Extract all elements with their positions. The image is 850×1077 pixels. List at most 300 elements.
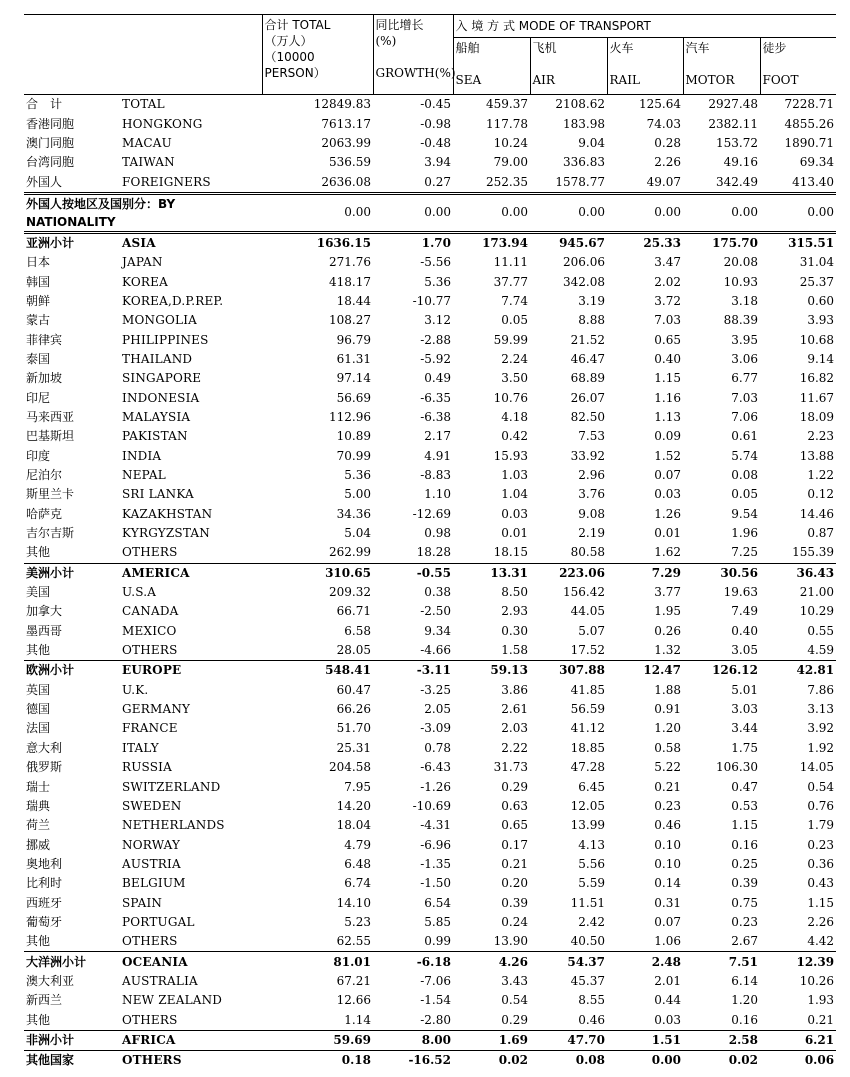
cell-growth: 3.94 — [424, 155, 451, 170]
cell-foot: 0.21 — [807, 1012, 835, 1027]
statistics-table-container — [24, 14, 836, 1071]
table-row — [24, 855, 836, 874]
cell-rail: 49.07 — [646, 174, 681, 189]
header-mode-rail-cn: 火车 — [609, 41, 634, 55]
cell-motor: 0.05 — [731, 487, 758, 502]
cell-rail: 7.29 — [607, 563, 683, 583]
row-label-cn: 新西兰 — [26, 993, 63, 1008]
cell-rail: 1.13 — [654, 409, 681, 424]
cell-motor: 7.06 — [731, 409, 758, 424]
cell-motor: 6.14 — [731, 973, 758, 988]
cell-foot: 315.51 — [760, 232, 836, 253]
row-label-cn: 美国 — [26, 585, 51, 600]
cell-growth: 0.49 — [424, 371, 451, 386]
row-label-cn: 印尼 — [26, 390, 51, 405]
cell-sea: 0.05 — [501, 313, 528, 328]
cell-sea: 15.93 — [493, 448, 528, 463]
cell-motor: 0.16 — [731, 1012, 758, 1027]
cell-foot: 42.81 — [760, 661, 836, 681]
table-row — [24, 972, 836, 991]
cell-total: 10.89 — [336, 429, 371, 444]
cell-rail: 1.26 — [654, 506, 681, 521]
cell-foot: 0.36 — [807, 856, 835, 871]
cell-foot: 6.21 — [760, 1030, 836, 1050]
cell-foot: 0.60 — [807, 293, 835, 308]
cell-total: 14.10 — [336, 895, 371, 910]
row-label-cn: 瑞典 — [26, 798, 51, 813]
row-label-en: NEW ZEALAND — [122, 993, 223, 1008]
row-label-cn: 朝鲜 — [26, 293, 51, 308]
cell-growth: -6.35 — [420, 390, 451, 405]
cell-total: 28.05 — [336, 643, 371, 658]
nationality-label: 外国人按地区及国别分：BY NATIONALITY — [24, 193, 262, 232]
row-label-cn: 非洲小计 — [24, 1030, 120, 1050]
cell-motor: 6.77 — [731, 371, 758, 386]
row-label-cn: 大洋洲小计 — [24, 952, 120, 972]
cell-air: 41.12 — [570, 721, 605, 736]
table-row — [24, 700, 836, 719]
cell-air: 33.92 — [570, 448, 605, 463]
cell-sea: 13.31 — [453, 563, 530, 583]
cell-sea: 2.93 — [501, 604, 528, 619]
table-row — [24, 253, 836, 272]
cell-air: 0.08 — [530, 1051, 607, 1071]
cell-air: 2.96 — [578, 468, 605, 483]
cell-sea: 0.17 — [501, 837, 528, 852]
cell-foot: 1.79 — [807, 818, 835, 833]
cell-air: 5.59 — [578, 876, 605, 891]
cell-air: 44.05 — [570, 604, 605, 619]
cell-foot: 2.23 — [807, 429, 835, 444]
row-label-cn: 其他 — [26, 1012, 51, 1027]
cell-sea: 7.74 — [501, 293, 528, 308]
cell-sea: 0.30 — [501, 623, 528, 638]
cell-total: 18.04 — [336, 818, 371, 833]
table-row — [24, 311, 836, 330]
cell-air: 156.42 — [563, 585, 605, 600]
cell-motor: 3.05 — [731, 643, 758, 658]
cell-total: 67.21 — [336, 973, 371, 988]
header-mode-foot — [760, 38, 836, 95]
cell-total: 5.23 — [344, 914, 371, 929]
cell-rail: 1.52 — [654, 448, 681, 463]
cell-sea: 3.86 — [501, 682, 528, 697]
header-mode-sea-cn: 船舶 — [455, 41, 480, 55]
cell-motor: 0.61 — [731, 429, 758, 444]
cell-total: 70.99 — [336, 448, 371, 463]
table-row — [24, 719, 836, 738]
row-label-en: CANADA — [122, 604, 179, 619]
row-label-en: SINGAPORE — [122, 371, 202, 386]
cell-sea: 0.24 — [501, 914, 528, 929]
header-row-top — [24, 15, 836, 38]
cell-total: 66.26 — [336, 702, 371, 717]
cell-sea: 4.26 — [453, 952, 530, 972]
cell-air: 17.52 — [570, 643, 605, 658]
row-label-cn: 墨西哥 — [26, 623, 63, 638]
cell-growth: -6.43 — [420, 760, 451, 775]
row-label-en: RUSSIA — [122, 760, 172, 775]
cell-foot: 0.12 — [807, 487, 835, 502]
cell-motor: 0.40 — [731, 623, 758, 638]
cell-rail: 2.01 — [654, 973, 681, 988]
table-row — [24, 622, 836, 641]
cell-growth: -16.52 — [373, 1051, 453, 1071]
cell-air: 7.53 — [578, 429, 605, 444]
header-mode-rail-en: RAIL — [609, 73, 640, 87]
cell-growth: -0.55 — [373, 563, 453, 583]
cell-rail: 3.47 — [654, 255, 681, 270]
cell-total: 418.17 — [329, 274, 371, 289]
subtotal-row — [24, 1051, 836, 1071]
cell-sea: 1.04 — [501, 487, 528, 502]
cell-sea: 79.00 — [493, 155, 528, 170]
table-row — [24, 816, 836, 835]
cell-rail: 0.03 — [654, 1012, 681, 1027]
table-row — [24, 172, 836, 193]
cell-sea: 10.24 — [493, 135, 528, 150]
cell-foot: 31.04 — [799, 255, 835, 270]
row-label-en: U.S.A — [122, 585, 157, 600]
cell-foot: 4.59 — [807, 643, 835, 658]
table-row — [24, 1010, 836, 1030]
cell-air: 183.98 — [563, 116, 605, 131]
row-label-cn: 欧洲小计 — [24, 661, 120, 681]
row-label-cn: 其他国家 — [24, 1051, 120, 1071]
cell-total: 271.76 — [329, 255, 371, 270]
cell-air: 0.00 — [530, 193, 607, 232]
cell-growth: 5.85 — [424, 914, 451, 929]
cell-motor: 0.75 — [731, 895, 758, 910]
cell-growth: -2.88 — [420, 332, 451, 347]
row-label-cn: 尼泊尔 — [26, 468, 63, 483]
cell-motor: 2927.48 — [708, 97, 758, 112]
cell-motor: 3.03 — [731, 702, 758, 717]
header-total-line-3: （10000 — [264, 50, 315, 64]
cell-sea: 1.69 — [453, 1030, 530, 1050]
cell-growth: -1.50 — [420, 876, 451, 891]
cell-total: 62.55 — [336, 934, 371, 949]
row-label-en: NORWAY — [122, 837, 181, 852]
row-label-en: KYRGYZSTAN — [122, 526, 210, 541]
cell-rail: 0.01 — [654, 526, 681, 541]
cell-foot: 10.26 — [799, 973, 835, 988]
cell-rail: 0.40 — [654, 351, 681, 366]
row-label-en: TAIWAN — [122, 155, 175, 170]
cell-air: 45.37 — [570, 973, 605, 988]
header-total-line-4: PERSON） — [264, 66, 326, 80]
cell-foot: 4.42 — [807, 934, 835, 949]
cell-rail: 0.14 — [654, 876, 681, 891]
table-row — [24, 350, 836, 369]
cell-rail: 1.32 — [654, 643, 681, 658]
cell-sea: 2.61 — [501, 702, 528, 717]
cell-total: 1636.15 — [262, 232, 373, 253]
cell-foot: 4855.26 — [784, 116, 835, 131]
cell-air: 47.70 — [530, 1030, 607, 1050]
cell-foot: 413.40 — [792, 174, 835, 189]
cell-motor: 7.49 — [731, 604, 758, 619]
cell-motor: 7.25 — [731, 545, 758, 560]
cell-air: 54.37 — [530, 952, 607, 972]
cell-growth: 18.28 — [416, 545, 451, 560]
cell-total: 6.58 — [344, 623, 371, 638]
cell-sea: 2.03 — [501, 721, 528, 736]
subtotal-row — [24, 232, 836, 253]
cell-air: 80.58 — [570, 545, 605, 560]
cell-foot: 0.54 — [807, 779, 835, 794]
cell-foot: 1.15 — [807, 895, 835, 910]
cell-rail: 3.72 — [654, 293, 681, 308]
table-row — [24, 583, 836, 602]
table-row — [24, 427, 836, 446]
cell-total: 25.31 — [336, 740, 371, 755]
cell-sea: 0.54 — [501, 993, 528, 1008]
cell-sea: 0.29 — [501, 779, 528, 794]
cell-air: 307.88 — [530, 661, 607, 681]
cell-foot: 0.06 — [760, 1051, 836, 1071]
header-growth-cn: 同比增长 — [375, 18, 424, 32]
cell-total: 7.95 — [344, 779, 371, 794]
cell-foot: 1.92 — [807, 740, 835, 755]
row-label-en: ASIA — [120, 232, 262, 253]
row-label-en: FRANCE — [122, 721, 178, 736]
cell-foot: 36.43 — [760, 563, 836, 583]
cell-growth: 0.00 — [373, 193, 453, 232]
row-label-en: GERMANY — [122, 702, 191, 717]
row-label-cn: 德国 — [26, 702, 51, 717]
cell-rail: 0.03 — [654, 487, 681, 502]
cell-total: 81.01 — [262, 952, 373, 972]
cell-foot: 1890.71 — [784, 135, 835, 150]
cell-growth: 3.12 — [424, 313, 451, 328]
table-row — [24, 641, 836, 661]
cell-rail: 1.95 — [654, 604, 681, 619]
cell-sea: 3.50 — [501, 371, 528, 386]
cell-motor: 1.75 — [731, 740, 758, 755]
row-label-en: PAKISTAN — [122, 429, 188, 444]
cell-growth: -3.11 — [373, 661, 453, 681]
cell-rail: 0.65 — [654, 332, 681, 347]
cell-air: 46.47 — [570, 351, 605, 366]
cell-growth: -6.96 — [420, 837, 451, 852]
cell-foot: 1.93 — [807, 993, 835, 1008]
cell-air: 21.52 — [570, 332, 605, 347]
row-label-cn: 韩国 — [26, 274, 51, 289]
cell-growth: -7.06 — [420, 973, 451, 988]
table-row — [24, 835, 836, 854]
cell-total: 2636.08 — [321, 174, 371, 189]
cell-growth: -2.50 — [420, 604, 451, 619]
cell-foot: 3.92 — [807, 721, 835, 736]
row-label-cn: 法国 — [26, 721, 51, 736]
cell-growth: -5.56 — [420, 255, 451, 270]
cell-rail: 25.33 — [607, 232, 683, 253]
cell-growth: -12.69 — [412, 506, 451, 521]
row-label-cn: 俄罗斯 — [26, 760, 63, 775]
cell-motor: 0.53 — [731, 798, 758, 813]
subtotal-row — [24, 1030, 836, 1050]
cell-growth: 4.91 — [424, 448, 451, 463]
cell-growth: -4.31 — [420, 818, 451, 833]
cell-air: 5.56 — [578, 856, 605, 871]
cell-total: 59.69 — [262, 1030, 373, 1050]
cell-total: 60.47 — [336, 682, 371, 697]
row-label-en: OTHERS — [122, 643, 178, 658]
row-label-cn: 日本 — [26, 255, 51, 270]
row-label-cn: 英国 — [26, 682, 51, 697]
cell-sea: 2.22 — [501, 740, 528, 755]
cell-total: 262.99 — [329, 545, 371, 560]
cell-sea: 0.65 — [501, 818, 528, 833]
cell-motor: 1.96 — [731, 526, 758, 541]
row-label-cn: 外国人 — [26, 174, 63, 189]
cell-growth: -1.35 — [420, 856, 451, 871]
row-label-en: KOREA — [122, 274, 168, 289]
cell-foot: 2.26 — [807, 914, 835, 929]
cell-rail: 0.23 — [654, 798, 681, 813]
row-label-en: KAZAKHSTAN — [122, 506, 213, 521]
row-label-en: THAILAND — [122, 351, 193, 366]
row-label-en: JAPAN — [122, 255, 163, 270]
table-row — [24, 388, 836, 407]
cell-rail: 12.47 — [607, 661, 683, 681]
cell-total: 12849.83 — [313, 97, 371, 112]
cell-growth: -10.69 — [412, 798, 451, 813]
cell-motor: 5.01 — [731, 682, 758, 697]
table-row — [24, 330, 836, 349]
cell-air: 5.07 — [578, 623, 605, 638]
cell-total: 7613.17 — [321, 116, 371, 131]
cell-growth: -0.48 — [420, 135, 451, 150]
cell-foot: 0.87 — [807, 526, 835, 541]
cell-sea: 13.90 — [493, 934, 528, 949]
cell-rail: 0.10 — [654, 856, 681, 871]
cell-air: 68.89 — [570, 371, 605, 386]
cell-air: 336.83 — [563, 155, 605, 170]
cell-sea: 59.13 — [453, 661, 530, 681]
cell-motor: 3.95 — [731, 332, 758, 347]
cell-growth: -1.54 — [420, 993, 451, 1008]
cell-air: 11.51 — [570, 895, 605, 910]
cell-total: 6.74 — [344, 876, 371, 891]
cell-growth: 8.00 — [373, 1030, 453, 1050]
row-label-en: AFRICA — [120, 1030, 262, 1050]
cell-total: 536.59 — [329, 155, 371, 170]
cell-sea: 4.18 — [501, 409, 528, 424]
table-row — [24, 913, 836, 932]
cell-sea: 117.78 — [486, 116, 528, 131]
cell-air: 9.08 — [578, 506, 605, 521]
row-label-en: FOREIGNERS — [122, 174, 211, 189]
cell-rail: 1.51 — [607, 1030, 683, 1050]
cell-foot: 3.13 — [807, 702, 835, 717]
cell-air: 2.19 — [578, 526, 605, 541]
cell-air: 18.85 — [570, 740, 605, 755]
cell-motor: 20.08 — [723, 255, 758, 270]
cell-foot: 0.23 — [807, 837, 835, 852]
table-row — [24, 932, 836, 952]
cell-motor: 49.16 — [723, 155, 758, 170]
table-row — [24, 739, 836, 758]
cell-growth: 0.27 — [424, 174, 451, 189]
row-label-en: SWITZERLAND — [122, 779, 221, 794]
table-row — [24, 153, 836, 172]
cell-air: 945.67 — [530, 232, 607, 253]
table-row — [24, 369, 836, 388]
cell-total: 4.79 — [344, 837, 371, 852]
row-label-en: MEXICO — [122, 623, 177, 638]
cell-rail: 2.02 — [654, 274, 681, 289]
cell-sea: 3.43 — [501, 973, 528, 988]
cell-rail: 125.64 — [639, 97, 681, 112]
cell-air: 47.28 — [570, 760, 605, 775]
cell-total: 12.66 — [336, 993, 371, 1008]
cell-total: 548.41 — [262, 661, 373, 681]
cell-rail: 74.03 — [646, 116, 681, 131]
cell-motor: 10.93 — [723, 274, 758, 289]
row-label-cn: 西班牙 — [26, 895, 63, 910]
cell-total: 97.14 — [336, 371, 371, 386]
cell-total: 5.36 — [344, 468, 371, 483]
cell-foot: 18.09 — [799, 409, 835, 424]
row-label-en: MACAU — [122, 135, 172, 150]
cell-sea: 252.35 — [486, 174, 528, 189]
cell-growth: 0.78 — [424, 740, 451, 755]
cell-sea: 0.39 — [501, 895, 528, 910]
cell-motor: 2382.11 — [708, 116, 758, 131]
cell-total: 34.36 — [336, 506, 371, 521]
row-label-cn: 瑞士 — [26, 779, 51, 794]
cell-sea: 37.77 — [493, 274, 528, 289]
cell-foot: 69.34 — [799, 155, 835, 170]
cell-foot: 155.39 — [792, 545, 835, 560]
table-row — [24, 991, 836, 1010]
cell-sea: 59.99 — [493, 332, 528, 347]
cell-motor: 1.20 — [731, 993, 758, 1008]
row-label-en: NEPAL — [122, 468, 166, 483]
cell-total: 209.32 — [329, 585, 371, 600]
cell-motor: 19.63 — [723, 585, 758, 600]
cell-rail: 0.26 — [654, 623, 681, 638]
header-mode-of-transport: 入 境 方 式 MODE OF TRANSPORT — [453, 15, 836, 38]
row-label-cn: 其他 — [26, 643, 51, 658]
row-label-en: OCEANIA — [120, 952, 262, 972]
header-mode-air — [530, 38, 607, 95]
table-row — [24, 408, 836, 427]
table-row — [24, 524, 836, 543]
cell-growth: -10.77 — [412, 293, 451, 308]
row-label-en: KOREA,D.P.REP. — [122, 293, 224, 308]
cell-air: 41.85 — [570, 682, 605, 697]
cell-sea: 1.58 — [501, 643, 528, 658]
row-label-cn: 其他 — [26, 934, 51, 949]
cell-motor: 175.70 — [683, 232, 760, 253]
cell-motor: 0.25 — [731, 856, 758, 871]
cell-air: 8.55 — [578, 993, 605, 1008]
row-label-cn: 挪威 — [26, 837, 51, 852]
cell-total: 96.79 — [336, 332, 371, 347]
cell-total: 2063.99 — [321, 135, 371, 150]
row-label-en: AMERICA — [120, 563, 262, 583]
cell-total: 108.27 — [329, 313, 371, 328]
cell-rail: 0.91 — [654, 702, 681, 717]
cell-sea: 10.76 — [493, 390, 528, 405]
cell-total: 6.48 — [344, 856, 371, 871]
row-label-cn: 澳门同胞 — [26, 135, 75, 150]
table-body — [24, 95, 836, 1071]
cell-air: 12.05 — [570, 798, 605, 813]
